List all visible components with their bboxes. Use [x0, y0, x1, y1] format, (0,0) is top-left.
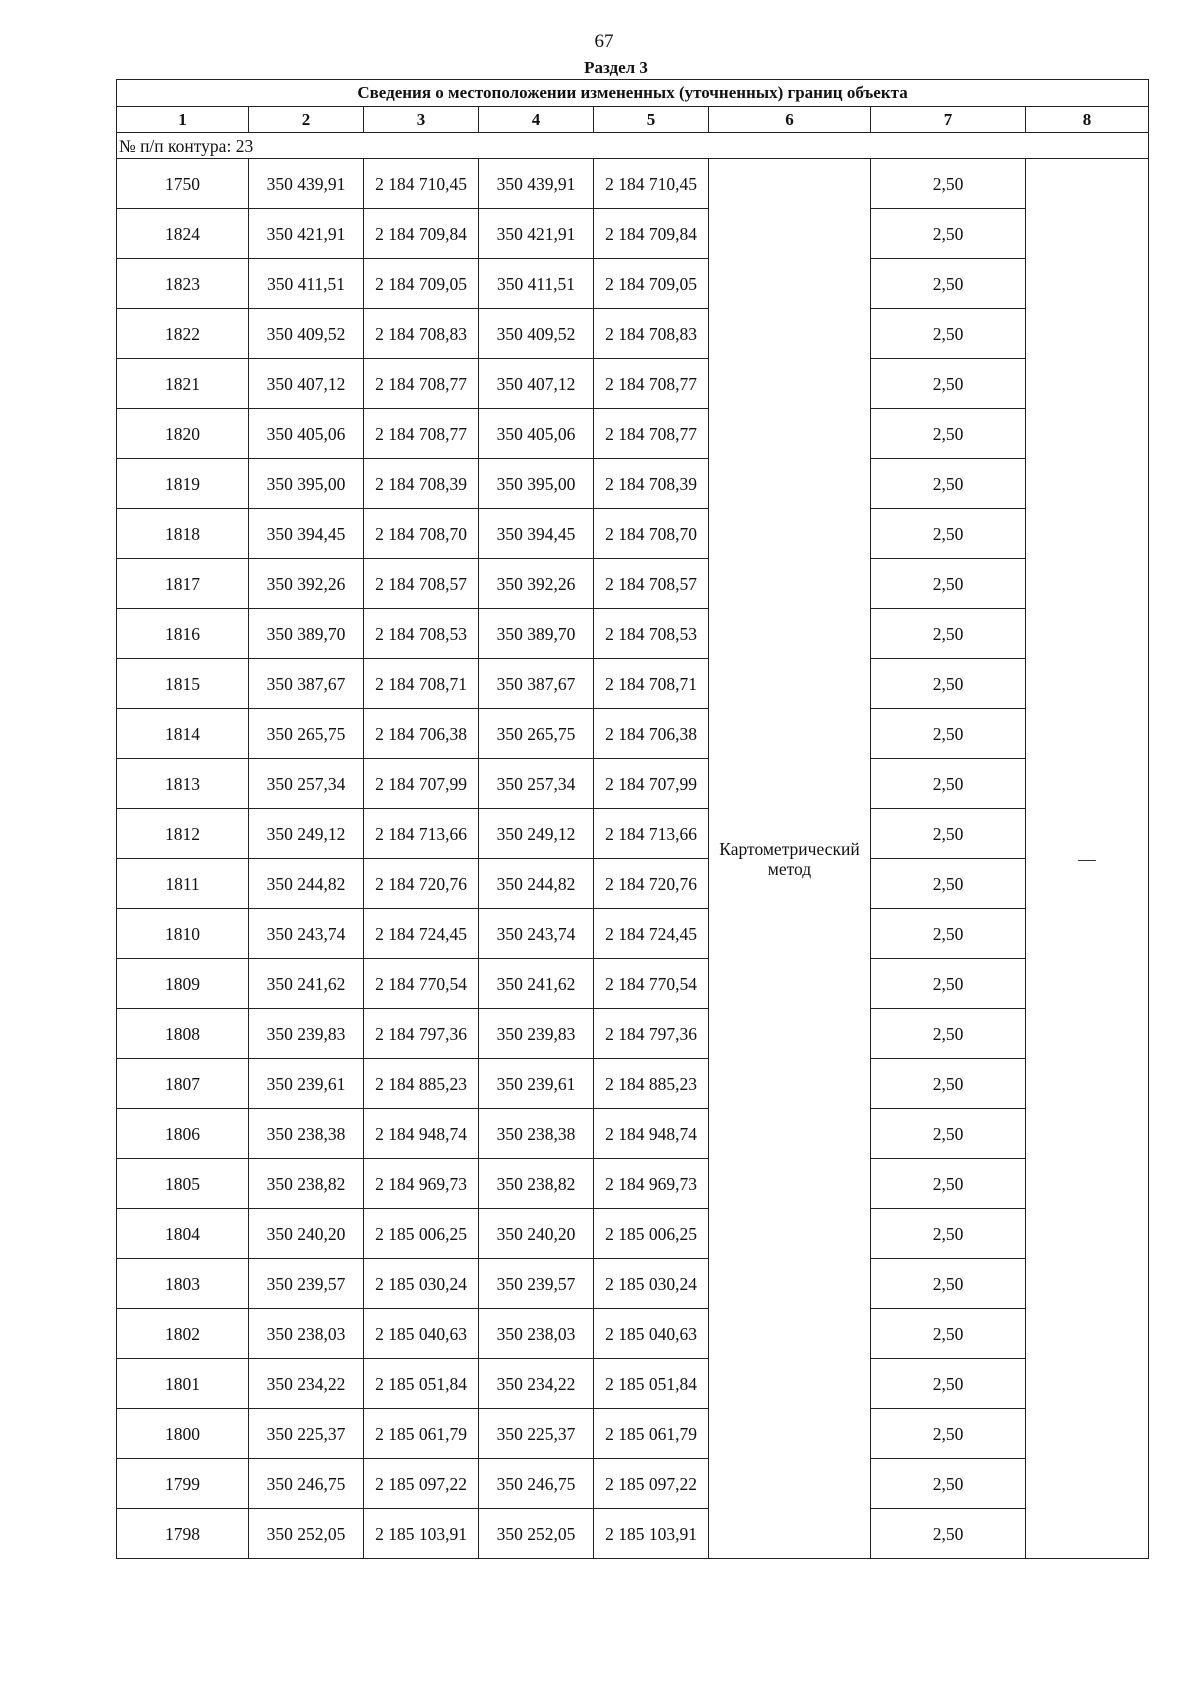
x-new-cell: 350 421,91 [479, 209, 594, 259]
accuracy-cell: 2,50 [871, 1509, 1026, 1559]
x-new-cell: 350 243,74 [479, 909, 594, 959]
y-existing-cell: 2 184 770,54 [364, 959, 479, 1009]
y-new-cell: 2 184 797,36 [594, 1009, 709, 1059]
x-existing-cell: 350 239,83 [249, 1009, 364, 1059]
column-number: 8 [1026, 107, 1149, 133]
point-number-cell: 1814 [117, 709, 249, 759]
x-existing-cell: 350 405,06 [249, 409, 364, 459]
accuracy-cell: 2,50 [871, 609, 1026, 659]
table-row [117, 509, 1149, 559]
y-existing-cell: 2 184 708,77 [364, 359, 479, 409]
point-number-cell: 1819 [117, 459, 249, 509]
x-existing-cell: 350 409,52 [249, 309, 364, 359]
y-existing-cell: 2 184 710,45 [364, 159, 479, 209]
boundary-coordinates-table [116, 79, 1149, 1559]
x-existing-cell: 350 395,00 [249, 459, 364, 509]
y-existing-cell: 2 184 708,77 [364, 409, 479, 459]
x-existing-cell: 350 249,12 [249, 809, 364, 859]
y-new-cell: 2 184 724,45 [594, 909, 709, 959]
y-new-cell: 2 185 061,79 [594, 1409, 709, 1459]
table-row [117, 1309, 1149, 1359]
y-new-cell: 2 184 708,77 [594, 359, 709, 409]
y-existing-cell: 2 184 708,39 [364, 459, 479, 509]
accuracy-cell: 2,50 [871, 859, 1026, 909]
table-row [117, 1059, 1149, 1109]
table-row [117, 359, 1149, 409]
y-existing-cell: 2 184 969,73 [364, 1159, 479, 1209]
contour-row [117, 133, 1149, 159]
y-existing-cell: 2 185 103,91 [364, 1509, 479, 1559]
accuracy-cell: 2,50 [871, 959, 1026, 1009]
column-number: 1 [117, 107, 249, 133]
x-existing-cell: 350 241,62 [249, 959, 364, 1009]
y-new-cell: 2 184 948,74 [594, 1109, 709, 1159]
table-row [117, 1259, 1149, 1309]
table-body [117, 80, 1149, 1559]
y-new-cell: 2 184 969,73 [594, 1159, 709, 1209]
x-new-cell: 350 225,37 [479, 1409, 594, 1459]
y-existing-cell: 2 184 708,71 [364, 659, 479, 709]
point-number-cell: 1816 [117, 609, 249, 659]
table-title: Сведения о местоположении измененных (уточненных) границ объекта [117, 80, 1149, 107]
point-number-cell: 1804 [117, 1209, 249, 1259]
y-new-cell: 2 184 709,84 [594, 209, 709, 259]
x-existing-cell: 350 392,26 [249, 559, 364, 609]
x-new-cell: 350 409,52 [479, 309, 594, 359]
y-new-cell: 2 184 713,66 [594, 809, 709, 859]
y-new-cell: 2 185 097,22 [594, 1459, 709, 1509]
x-new-cell: 350 394,45 [479, 509, 594, 559]
y-new-cell: 2 184 720,76 [594, 859, 709, 909]
accuracy-cell: 2,50 [871, 759, 1026, 809]
y-new-cell: 2 185 040,63 [594, 1309, 709, 1359]
y-existing-cell: 2 184 709,05 [364, 259, 479, 309]
x-new-cell: 350 439,91 [479, 159, 594, 209]
x-existing-cell: 350 244,82 [249, 859, 364, 909]
y-existing-cell: 2 185 040,63 [364, 1309, 479, 1359]
y-existing-cell: 2 184 708,57 [364, 559, 479, 609]
x-existing-cell: 350 238,82 [249, 1159, 364, 1209]
point-number-cell: 1818 [117, 509, 249, 559]
point-number-cell: 1805 [117, 1159, 249, 1209]
y-new-cell: 2 184 710,45 [594, 159, 709, 209]
x-new-cell: 350 240,20 [479, 1209, 594, 1259]
y-existing-cell: 2 184 948,74 [364, 1109, 479, 1159]
accuracy-cell: 2,50 [871, 1209, 1026, 1259]
table-row [117, 759, 1149, 809]
point-number-cell: 1815 [117, 659, 249, 709]
table-row [117, 959, 1149, 1009]
x-new-cell: 350 395,00 [479, 459, 594, 509]
y-new-cell: 2 184 708,39 [594, 459, 709, 509]
point-number-cell: 1810 [117, 909, 249, 959]
column8-cell: — [1026, 159, 1149, 1559]
column-number: 4 [479, 107, 594, 133]
y-existing-cell: 2 185 061,79 [364, 1409, 479, 1459]
table-row [117, 559, 1149, 609]
method-cell: Картометрический метод [709, 159, 871, 1559]
section-title: Раздел 3 [584, 58, 648, 77]
y-new-cell: 2 185 103,91 [594, 1509, 709, 1559]
x-existing-cell: 350 234,22 [249, 1359, 364, 1409]
table-row [117, 159, 1149, 209]
table-row [117, 309, 1149, 359]
y-new-cell: 2 184 708,70 [594, 509, 709, 559]
x-new-cell: 350 239,83 [479, 1009, 594, 1059]
point-number-cell: 1824 [117, 209, 249, 259]
y-new-cell: 2 184 708,53 [594, 609, 709, 659]
y-existing-cell: 2 184 720,76 [364, 859, 479, 909]
table-row [117, 1409, 1149, 1459]
x-existing-cell: 350 389,70 [249, 609, 364, 659]
y-existing-cell: 2 184 713,66 [364, 809, 479, 859]
x-new-cell: 350 411,51 [479, 259, 594, 309]
accuracy-cell: 2,50 [871, 1409, 1026, 1459]
accuracy-cell: 2,50 [871, 259, 1026, 309]
x-new-cell: 350 244,82 [479, 859, 594, 909]
table-row [117, 1459, 1149, 1509]
accuracy-cell: 2,50 [871, 209, 1026, 259]
x-existing-cell: 350 407,12 [249, 359, 364, 409]
x-existing-cell: 350 265,75 [249, 709, 364, 759]
x-existing-cell: 350 439,91 [249, 159, 364, 209]
point-number-cell: 1803 [117, 1259, 249, 1309]
x-new-cell: 350 238,03 [479, 1309, 594, 1359]
y-existing-cell: 2 184 708,83 [364, 309, 479, 359]
x-new-cell: 350 234,22 [479, 1359, 594, 1409]
x-existing-cell: 350 225,37 [249, 1409, 364, 1459]
y-new-cell: 2 185 051,84 [594, 1359, 709, 1409]
accuracy-cell: 2,50 [871, 359, 1026, 409]
x-existing-cell: 350 238,38 [249, 1109, 364, 1159]
y-existing-cell: 2 185 006,25 [364, 1209, 479, 1259]
y-new-cell: 2 184 708,83 [594, 309, 709, 359]
y-existing-cell: 2 184 708,53 [364, 609, 479, 659]
y-existing-cell: 2 184 724,45 [364, 909, 479, 959]
table-row [117, 459, 1149, 509]
x-existing-cell: 350 411,51 [249, 259, 364, 309]
x-existing-cell: 350 252,05 [249, 1509, 364, 1559]
x-existing-cell: 350 421,91 [249, 209, 364, 259]
table-row [117, 1009, 1149, 1059]
point-number-cell: 1802 [117, 1309, 249, 1359]
y-existing-cell: 2 185 097,22 [364, 1459, 479, 1509]
y-existing-cell: 2 184 885,23 [364, 1059, 479, 1109]
y-new-cell: 2 185 006,25 [594, 1209, 709, 1259]
x-new-cell: 350 387,67 [479, 659, 594, 709]
y-new-cell: 2 184 885,23 [594, 1059, 709, 1109]
y-new-cell: 2 184 706,38 [594, 709, 709, 759]
x-new-cell: 350 389,70 [479, 609, 594, 659]
column-number: 6 [709, 107, 871, 133]
table-row [117, 909, 1149, 959]
x-existing-cell: 350 387,67 [249, 659, 364, 709]
y-existing-cell: 2 184 709,84 [364, 209, 479, 259]
accuracy-cell: 2,50 [871, 1309, 1026, 1359]
table-row [117, 1359, 1149, 1409]
column-number: 2 [249, 107, 364, 133]
page-number: 67 [594, 31, 614, 52]
column-number: 3 [364, 107, 479, 133]
accuracy-cell: 2,50 [871, 559, 1026, 609]
column-number: 7 [871, 107, 1026, 133]
y-new-cell: 2 184 708,77 [594, 409, 709, 459]
x-existing-cell: 350 239,61 [249, 1059, 364, 1109]
accuracy-cell: 2,50 [871, 159, 1026, 209]
table-row [117, 209, 1149, 259]
x-new-cell: 350 407,12 [479, 359, 594, 409]
y-existing-cell: 2 184 797,36 [364, 1009, 479, 1059]
y-new-cell: 2 184 708,71 [594, 659, 709, 709]
table-row [117, 809, 1149, 859]
x-new-cell: 350 405,06 [479, 409, 594, 459]
y-existing-cell: 2 185 051,84 [364, 1359, 479, 1409]
point-number-cell: 1817 [117, 559, 249, 609]
column-number: 5 [594, 107, 709, 133]
table-row [117, 659, 1149, 709]
table-row [117, 1109, 1149, 1159]
x-new-cell: 350 239,57 [479, 1259, 594, 1309]
table-row [117, 409, 1149, 459]
column-number-row [117, 107, 1149, 133]
x-existing-cell: 350 239,57 [249, 1259, 364, 1309]
accuracy-cell: 2,50 [871, 1459, 1026, 1509]
x-existing-cell: 350 394,45 [249, 509, 364, 559]
x-new-cell: 350 257,34 [479, 759, 594, 809]
accuracy-cell: 2,50 [871, 1259, 1026, 1309]
x-existing-cell: 350 238,03 [249, 1309, 364, 1359]
accuracy-cell: 2,50 [871, 1159, 1026, 1209]
table-row [117, 1509, 1149, 1559]
accuracy-cell: 2,50 [871, 909, 1026, 959]
x-new-cell: 350 238,38 [479, 1109, 594, 1159]
point-number-cell: 1801 [117, 1359, 249, 1409]
y-new-cell: 2 184 707,99 [594, 759, 709, 809]
point-number-cell: 1813 [117, 759, 249, 809]
y-existing-cell: 2 184 708,70 [364, 509, 479, 559]
point-number-cell: 1807 [117, 1059, 249, 1109]
y-new-cell: 2 184 770,54 [594, 959, 709, 1009]
accuracy-cell: 2,50 [871, 1359, 1026, 1409]
x-new-cell: 350 239,61 [479, 1059, 594, 1109]
x-new-cell: 350 246,75 [479, 1459, 594, 1509]
accuracy-cell: 2,50 [871, 659, 1026, 709]
table-row [117, 1209, 1149, 1259]
x-new-cell: 350 241,62 [479, 959, 594, 1009]
contour-label: № п/п контура: 23 [117, 133, 1149, 159]
x-existing-cell: 350 246,75 [249, 1459, 364, 1509]
y-new-cell: 2 184 709,05 [594, 259, 709, 309]
x-new-cell: 350 252,05 [479, 1509, 594, 1559]
accuracy-cell: 2,50 [871, 509, 1026, 559]
accuracy-cell: 2,50 [871, 1059, 1026, 1109]
accuracy-cell: 2,50 [871, 409, 1026, 459]
y-new-cell: 2 184 708,57 [594, 559, 709, 609]
table-title-row [117, 80, 1149, 107]
point-number-cell: 1809 [117, 959, 249, 1009]
table-row [117, 609, 1149, 659]
table-row [117, 259, 1149, 309]
point-number-cell: 1808 [117, 1009, 249, 1059]
x-existing-cell: 350 243,74 [249, 909, 364, 959]
point-number-cell: 1798 [117, 1509, 249, 1559]
point-number-cell: 1811 [117, 859, 249, 909]
point-number-cell: 1800 [117, 1409, 249, 1459]
point-number-cell: 1820 [117, 409, 249, 459]
accuracy-cell: 2,50 [871, 1009, 1026, 1059]
accuracy-cell: 2,50 [871, 459, 1026, 509]
table-row [117, 859, 1149, 909]
accuracy-cell: 2,50 [871, 709, 1026, 759]
point-number-cell: 1822 [117, 309, 249, 359]
y-new-cell: 2 185 030,24 [594, 1259, 709, 1309]
x-existing-cell: 350 257,34 [249, 759, 364, 809]
y-existing-cell: 2 184 707,99 [364, 759, 479, 809]
x-new-cell: 350 249,12 [479, 809, 594, 859]
point-number-cell: 1750 [117, 159, 249, 209]
point-number-cell: 1799 [117, 1459, 249, 1509]
y-existing-cell: 2 184 706,38 [364, 709, 479, 759]
table-row [117, 709, 1149, 759]
point-number-cell: 1821 [117, 359, 249, 409]
x-new-cell: 350 265,75 [479, 709, 594, 759]
point-number-cell: 1823 [117, 259, 249, 309]
point-number-cell: 1806 [117, 1109, 249, 1159]
x-existing-cell: 350 240,20 [249, 1209, 364, 1259]
x-new-cell: 350 392,26 [479, 559, 594, 609]
accuracy-cell: 2,50 [871, 1109, 1026, 1159]
accuracy-cell: 2,50 [871, 309, 1026, 359]
x-new-cell: 350 238,82 [479, 1159, 594, 1209]
point-number-cell: 1812 [117, 809, 249, 859]
table-row [117, 1159, 1149, 1209]
accuracy-cell: 2,50 [871, 809, 1026, 859]
y-existing-cell: 2 185 030,24 [364, 1259, 479, 1309]
